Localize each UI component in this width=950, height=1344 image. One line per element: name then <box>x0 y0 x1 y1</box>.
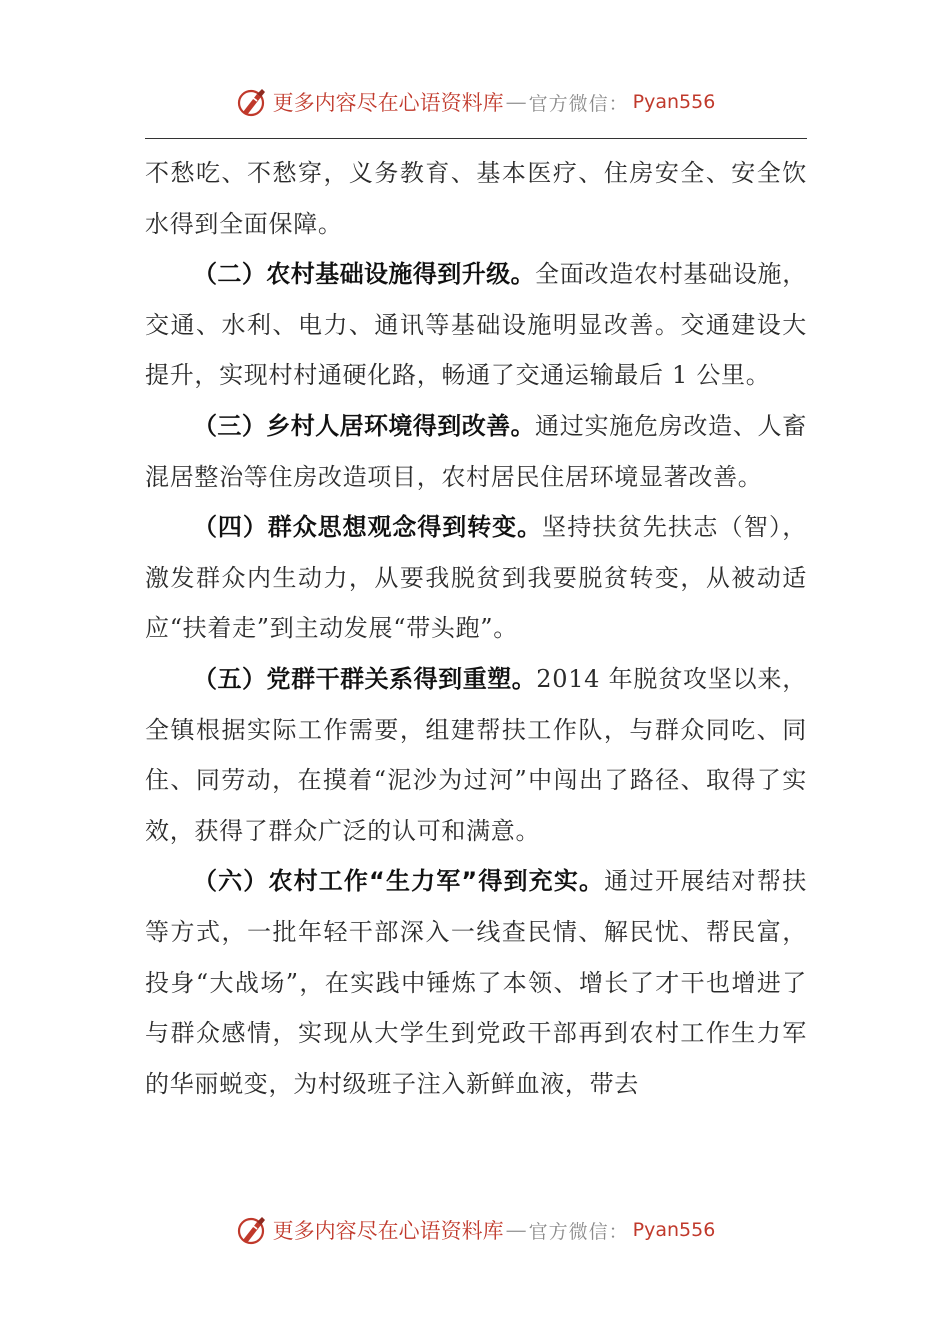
header-banner <box>0 82 950 122</box>
footer-banner <box>0 1210 950 1250</box>
footer-wechat-id: Pyan556 <box>632 1219 716 1241</box>
paragraph-text: 通过实施危房改造、人畜混居整治等住房改造项目，农村居民住居环境显著改善。 <box>145 411 807 491</box>
paragraph-text: 通过开展结对帮扶等方式，一批年轻干部深入一线查民情、解民忧、帮民富，投身“大战场”，在实践中锤炼了本领、增长了才干也增进了与群众感情，实现从大学生到党政干部再到农村工作生力军的华丽蜕变，为村级班子注入新鲜血液，带去 <box>145 867 807 1098</box>
footer-official-label: 官方微信： <box>528 1220 629 1243</box>
paragraph-continued <box>145 148 807 249</box>
paragraph-party-relations <box>145 654 807 856</box>
section-heading: （五）党群干群关系得到重塑。 <box>193 664 537 693</box>
paragraph-infrastructure <box>145 249 807 401</box>
footer-brand-text: 更多内容尽在心语资料库 <box>272 1219 504 1243</box>
header-brand-text: 更多内容尽在心语资料库 <box>272 91 504 115</box>
header-official-label: 官方微信： <box>528 92 629 115</box>
pen-logo-icon <box>235 1213 269 1247</box>
pen-logo-icon <box>235 85 269 119</box>
header-wechat-id: Pyan556 <box>632 91 716 113</box>
paragraph-mindset <box>145 502 807 654</box>
paragraph-text: 坚持扶贫先扶志（智），激发群众内生动力，从要我脱贫到我要脱贫转变，从被动适应“扶着走”到主动发展“带头跑”。 <box>145 513 807 643</box>
section-heading: （四）群众思想观念得到转变。 <box>193 513 542 542</box>
header-dash: — <box>505 90 527 114</box>
header-divider <box>145 138 807 139</box>
section-heading: （六）农村工作“生力军”得到充实。 <box>193 867 605 896</box>
section-heading: （三）乡村人居环境得到改善。 <box>193 411 535 440</box>
paragraph-text: 全面改造农村基础设施，交通、水利、电力、通讯等基础设施明显改善。交通建设大提升，实现村村通硬化路，畅通了交通运输最后 1 公里。 <box>145 260 807 390</box>
section-heading: （二）农村基础设施得到升级。 <box>193 260 535 289</box>
footer-dash: — <box>505 1218 527 1242</box>
paragraph-text: 2014 年脱贫攻坚以来，全镇根据实际工作需要，组建帮扶工作队，与群众同吃、同住、同劳动，在摸着“泥沙为过河”中闯出了路径、取得了实效，获得了群众广泛的认可和满意。 <box>145 664 807 845</box>
paragraph-text: 不愁吃、不愁穿，义务教育、基本医疗、住房安全、安全饮水得到全面保障。 <box>145 159 807 238</box>
paragraph-rural-workforce <box>145 856 807 1109</box>
paragraph-living-environment <box>145 401 807 502</box>
document-body <box>145 148 807 1109</box>
